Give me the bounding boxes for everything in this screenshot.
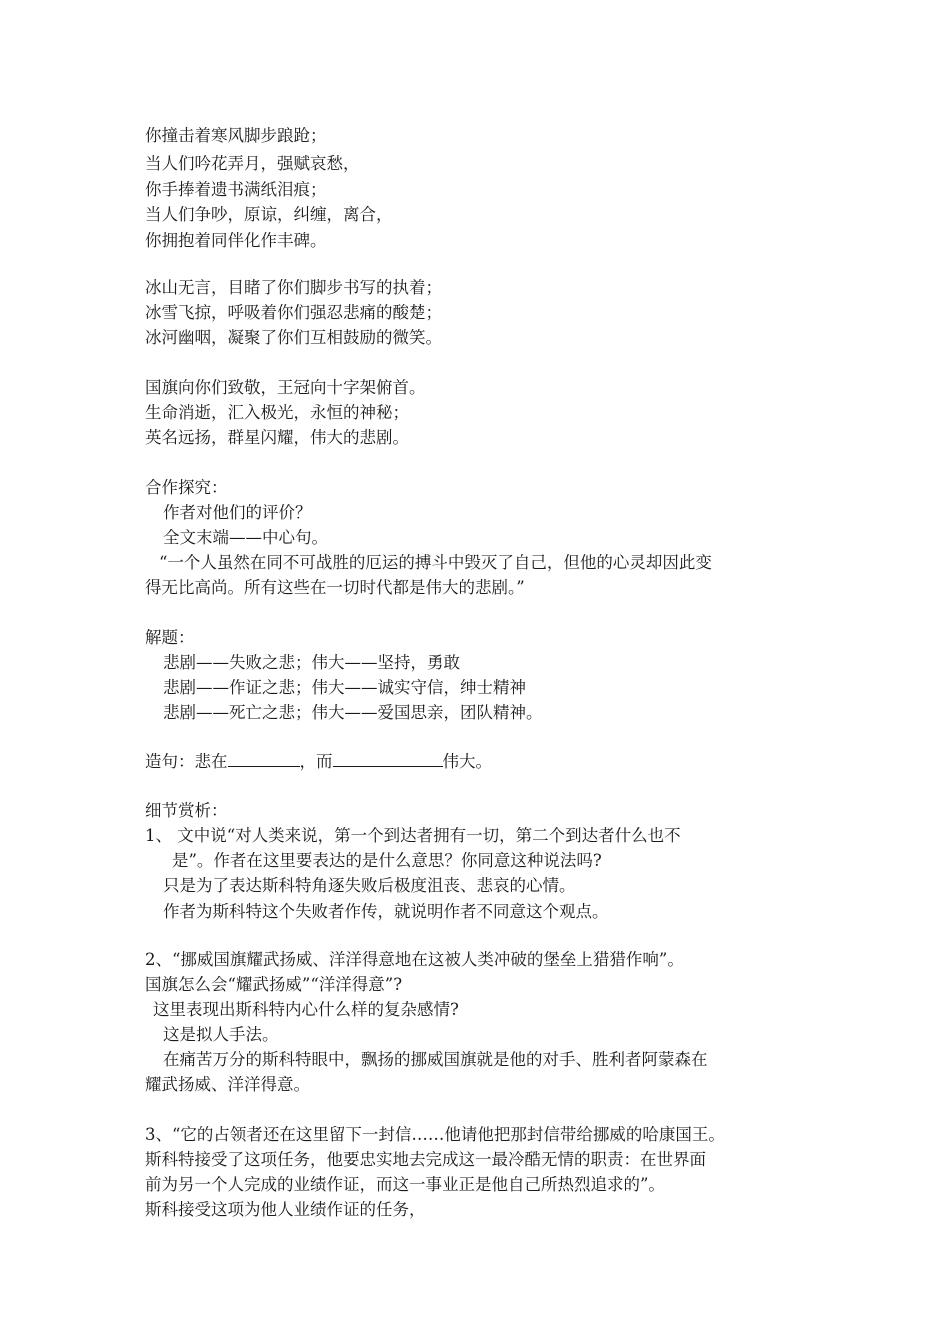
detail-question: 2、“挪威国旗耀武扬威、洋洋得意地在这被人类冲破的堡垒上猎猎作响”。 [145, 950, 684, 969]
fill-blank [228, 749, 300, 767]
analysis-item: 悲剧——死亡之悲；伟大——爱国思亲，团队精神。 [163, 703, 543, 722]
central-quote-line: 得无比高尚。所有这些在一切时代都是伟大的悲剧。” [145, 578, 525, 597]
analysis-item: 悲剧——失败之悲；伟大——坚持，勇敢 [163, 653, 460, 672]
detail-question: 这里表现出斯科特内心什么样的复杂感情? [153, 1000, 459, 1019]
detail-question: 3、“它的占领者还在这里留下一封信……他请他把那封信带给挪威的哈康国王。 [145, 1125, 725, 1144]
detail-answer: 只是为了表达斯科特角逐失败后极度沮丧、悲哀的心情。 [163, 876, 576, 895]
detail-question: 前为另一个人完成的业绩作证，而这一事业正是他自己所热烈追求的”。 [145, 1175, 665, 1194]
poem-line: 你手捧着遗书满纸泪痕； [145, 180, 327, 199]
poem-line: 英名远扬，群星闪耀，伟大的悲剧。 [145, 428, 409, 447]
detail-answer: 这是拟人手法。 [163, 1025, 279, 1044]
poem-line: 你撞击着寒风脚步踉跄； [145, 126, 327, 145]
fill-blank [333, 749, 443, 767]
cooperation-question: 作者对他们的评价？ [163, 503, 312, 522]
central-quote-line: “一个人虽然在同不可战胜的厄运的搏斗中毁灭了自己，但他的心灵却因此变 [159, 553, 712, 572]
poem-line: 当人们争吵，原谅，纠缠，离合， [145, 205, 393, 224]
sentence-part: 伟大。 [442, 752, 492, 771]
detail-question: 是”。作者在这里要表达的是什么意思？你同意这种说法吗? [172, 851, 602, 870]
sentence-exercise [145, 749, 492, 774]
poem-line: 生命消逝，汇入极光，永恒的神秘； [145, 403, 409, 422]
detail-answer: 斯科接受这项为他人业绩作证的任务， [145, 1200, 426, 1219]
sentence-part: 造句：悲在 [145, 752, 228, 771]
detail-answer: 在痛苦万分的斯科特眼中，飘扬的挪威国旗就是他的对手、胜利者阿蒙森在 [163, 1050, 708, 1069]
poem-line: 冰河幽咽，凝聚了你们互相鼓励的微笑。 [145, 328, 442, 347]
section-heading-title-analysis: 解题： [145, 628, 195, 647]
detail-answer: 作者为斯科特这个失败者作传，就说明作者不同意这个观点。 [163, 902, 609, 921]
cooperation-answer: 全文末端——中心句。 [163, 528, 328, 547]
detail-question: 国旗怎么会“耀武扬威”“洋洋得意”? [145, 975, 403, 994]
poem-line: 冰山无言，目睹了你们脚步书写的执着； [145, 278, 442, 297]
section-heading-cooperation: 合作探究： [145, 478, 228, 497]
section-heading-details: 细节赏析： [145, 801, 228, 820]
poem-line: 冰雪飞掠，呼吸着你们强忍悲痛的酸楚； [145, 303, 442, 322]
poem-line: 你拥抱着同伴化作丰碑。 [145, 231, 327, 250]
detail-question: 1、 文中说“对人类来说，第一个到达者拥有一切，第二个到达者什么也不 [145, 826, 681, 845]
detail-question: 斯科特接受了这项任务，他要忠实地去完成这一最冷酷无情的职责：在世界面 [145, 1150, 706, 1169]
sentence-part: ，而 [299, 752, 333, 771]
analysis-item: 悲剧——作证之悲；伟大——诚实守信，绅士精神 [163, 678, 526, 697]
poem-line: 国旗向你们致敬，王冠向十字架俯首。 [145, 378, 426, 397]
poem-line: 当人们吟花弄月，强赋哀愁， [145, 154, 360, 173]
detail-answer: 耀武扬威、洋洋得意。 [145, 1075, 310, 1094]
